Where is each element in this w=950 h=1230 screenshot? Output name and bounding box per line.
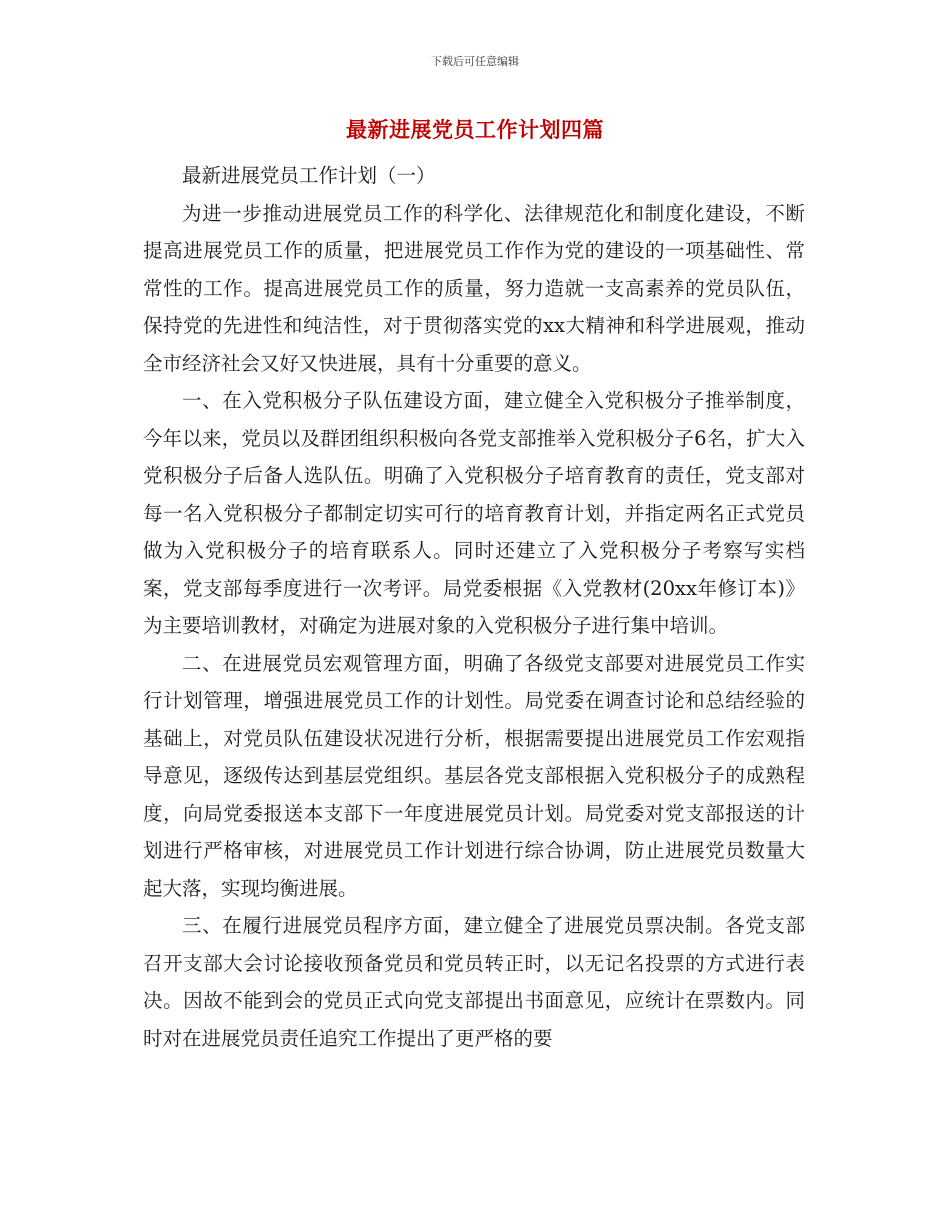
paragraph-activists: 一、在入党积极分子队伍建设方面，建立健全入党积极分子推举制度，今年以来，党员以及群团组织积极向各党支部推举入党积极分子6名，扩大入党积极分子后备人选队伍。明确了入党积极分子培育教育的责任，党支部对每一名入党积极分子都制定切实可行的培育教育计划，并指定两名正式党员做为入党积极分子的培育联系人。同时还建立了入党积极分子考察写实档案，党支部每季度进行一次考评。局党委根据《入党教材(20xx年修订本)》为主要培训教材，对确定为进展对象的入党积极分子进行集中培训。 xyxy=(143,389,805,637)
document-title: 最新进展党员工作计划四篇 xyxy=(346,117,604,142)
section-heading: 最新进展党员工作计划（一） xyxy=(182,164,436,187)
paragraph-macro-management: 二、在进展党员宏观管理方面，明确了各级党支部要对进展党员工作实行计划管理，增强进展党员工作的计划性。局党委在调查讨论和总结经验的基础上，对党员队伍建设状况进行分析，根据需要提出进展党员工作宏观指导意见，逐级传达到基层党组织。基层各党支部根据入党积极分子的成熟程度，向局党委报送本支部下一年度进展党员计划。局党委对党支部报送的计划进行严格审核，对进展党员工作计划进行综合协调，防止进展党员数量大起大落，实现均衡进展。 xyxy=(143,651,805,900)
paragraph-intro: 为进一步推动进展党员工作的科学化、法律规范化和制度化建设，不断提高进展党员工作的质量，把进展党员工作作为党的建设的一项基础性、常常性的工作。提高进展党员工作的质量，努力造就一支高素养的党员队伍，保持党的先进性和纯洁性，对于贯彻落实党的xx大精神和科学进展观，推动全市经济社会又好又快进展，具有十分重要的意义。 xyxy=(143,201,805,375)
paragraph-procedure: 三、在履行进展党员程序方面，建立健全了进展党员票决制。各党支部召开支部大会讨论接收预备党员和党员转正时，以无记名投票的方式进行表决。因故不能到会的党员正式向党支部提出书面意见，应统计在票数内。同时对在进展党员责任追究工作提出了更严格的要 xyxy=(143,914,805,1050)
document-body xyxy=(143,157,805,1057)
header-note: 下载后可任意编辑 xyxy=(431,55,519,68)
